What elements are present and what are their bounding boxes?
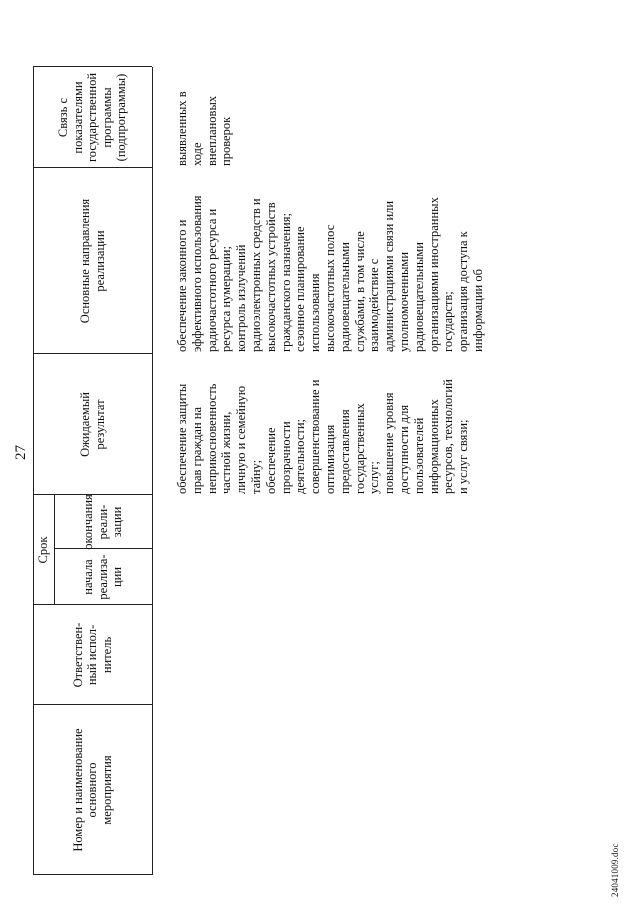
header-bottom-border [152,67,153,875]
header-period [33,495,54,605]
header-link [33,67,152,168]
header-name [33,705,152,875]
header-period-text: Срок [36,536,51,564]
header-name-text: Номер и наименование основного мероприятия [70,728,114,852]
header-result-text: Ожидаемый результат [78,392,107,457]
header-link-text: Связь с показателями государственной программы (подпрограммы) [56,72,129,163]
header-directions-text: Основные направления реализации [78,198,107,324]
header-result [33,354,152,495]
header-executor [33,605,152,705]
header-executor-text: Ответствен- ный испол- нитель [70,622,114,688]
cell-expected-result: обеспечение защиты прав граждан на неприкосновенность частной жизни, личную и семейную тайну; обеспечение прозрачности деятельности; совершенствование и оптимизация предоставления государственных услуг; повышение уровня доступности для пользователей информационных ресурсов, технологий и услуг связи; [175,379,471,494]
header-start [54,549,152,605]
page-number: 27 [13,445,29,460]
header-directions [33,168,152,354]
header-start-text: начала реализа- ции [81,554,125,600]
footer-file-code: 24041009.doc [610,843,620,897]
header-end [54,495,152,549]
cell-directions: обеспечение законного и эффективного использования радиочастотного ресурса и ресурса нумерации; контроль излучений радиоэлектронных средств и высокочастотных устройств гражданского назначения; сезонное планирование использования высокочастотных полос радиовещательными службами, в том числе взаимодействие с администрациями связи или уполномоченными радиовещательными организациями иностранных государств; организация доступа к информации об [175,195,485,352]
cell-link: выявленных в ходе внеплановых проверок [175,91,234,166]
header-end-text: окончания реали- зации [81,494,125,550]
